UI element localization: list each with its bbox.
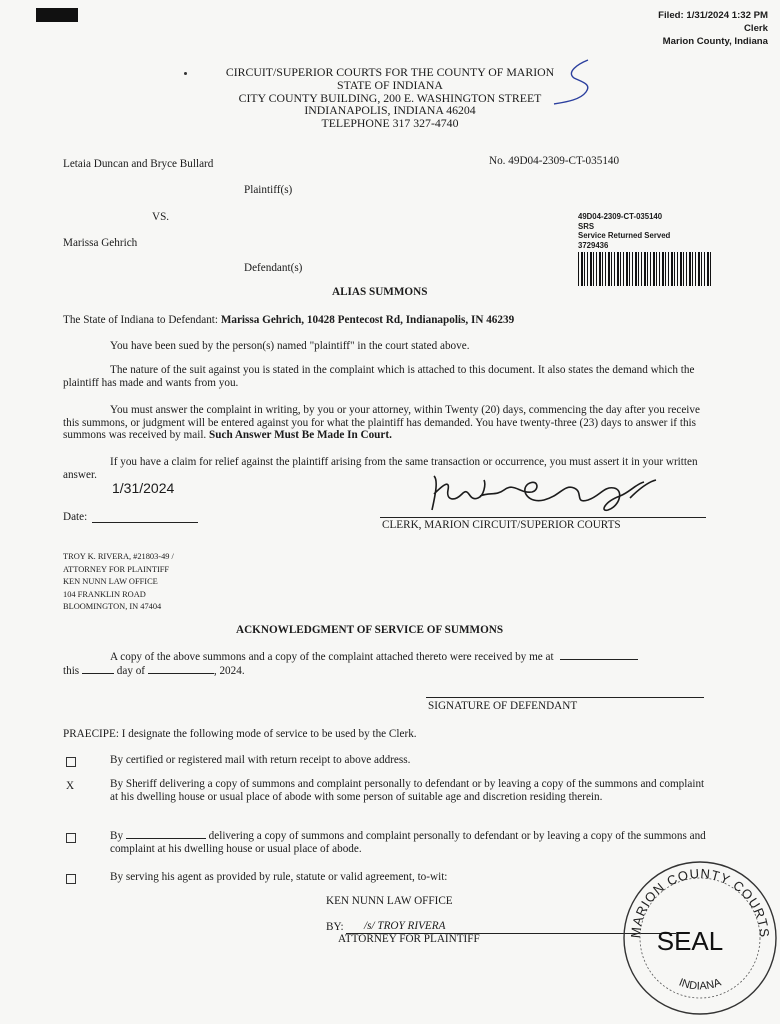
court-seal xyxy=(620,858,780,1018)
praecipe-intro: PRAECIPE: I designate the following mode of service to be used by the Clerk. xyxy=(63,728,417,740)
barcode-label xyxy=(578,212,716,286)
summons-title: ALIAS SUMMONS xyxy=(332,286,428,298)
acknowledgment-date-line xyxy=(63,665,245,677)
service-option-by: By xyxy=(110,830,124,842)
praecipe-by-label: BY: xyxy=(326,921,344,933)
service-option-checkbox xyxy=(66,833,76,843)
filed-stamp-line: Marion County, Indiana xyxy=(662,36,768,47)
summons-to-defendant xyxy=(63,314,514,326)
service-option-checkbox xyxy=(66,757,76,767)
case-number: No. 49D04-2309-CT-035140 xyxy=(489,155,620,167)
ack-month-blank xyxy=(148,673,214,674)
barcode-case-number: 49D04-2309-CT-035140 xyxy=(578,212,663,221)
court-phone: TELEPHONE 317 327-4740 xyxy=(321,116,459,131)
acknowledgment-place-blank xyxy=(560,659,638,660)
svg-text:INDIANA xyxy=(677,976,723,992)
service-option-checkbox xyxy=(66,874,76,884)
handwritten-mark-icon xyxy=(548,56,604,108)
service-option-text: delivering a copy of summons and complaint personally to defendant or by leaving a copy of the summons and complaint at his dwelling house or usual place of abode. xyxy=(110,830,706,855)
dot-mark xyxy=(184,72,187,75)
attorney-block xyxy=(63,551,174,614)
summons-paragraph xyxy=(63,364,703,389)
praecipe-by-signature: /s/ TROY RIVERA xyxy=(364,920,446,932)
filed-stamp xyxy=(608,9,768,48)
to-defendant-name: Marissa Gehrich, 10428 Pentecost Rd, Indianapolis, IN 46239 xyxy=(220,314,515,326)
summons-paragraph-text: You must answer the complaint in writing, by you or your attorney, within Twenty (20) days, commencing the day after you receive this summons, or judgment will be entered against you for what the plaintiff has demanded. You have twenty-three (23) days to answer if this summons was received by mail. xyxy=(63,404,700,441)
barcode-code: SRS xyxy=(578,221,595,231)
filed-stamp-line: Filed: 1/31/2024 1:32 PM xyxy=(658,10,768,21)
summons-paragraph-text: If you have a claim for relief against the plaintiff arising from the same transaction or occurrence, you must assert it in your written answer. xyxy=(63,456,698,481)
summons-paragraph xyxy=(63,404,709,442)
service-option-text: By certified or registered mail with return receipt to above address. xyxy=(110,754,411,766)
date-line xyxy=(92,522,198,523)
service-option xyxy=(110,830,710,855)
defendant-name: Marissa Gehrich xyxy=(63,237,138,249)
summons-paragraph: You have been sued by the person(s) named "plaintiff" in the court stated above. xyxy=(110,340,470,352)
barcode-id: 3729436 xyxy=(578,240,609,250)
ack-day-blank xyxy=(82,673,114,674)
plaintiff-names: Letaia Duncan and Bryce Bullard xyxy=(63,158,214,170)
service-option-text: By Sheriff delivering a copy of summons and complaint personally to defendant or by leaving a copy of the summons and complaint at his dwelling house or usual place of abode with some person of suitable age and discretion residing therein. xyxy=(110,778,705,803)
seal-center-text: SEAL xyxy=(656,926,724,956)
summons-paragraph-bold: Such Answer Must Be Made In Court. xyxy=(209,429,392,441)
attorney-name: TROY K. RIVERA, #21803-49 / xyxy=(63,552,174,561)
ack-this-label: this xyxy=(63,665,80,677)
acknowledgment-line xyxy=(110,651,638,663)
court-state: STATE OF INDIANA xyxy=(337,77,443,92)
attorney-role: ATTORNEY FOR PLAINTIFF xyxy=(63,564,170,574)
date-label: Date: xyxy=(63,511,88,523)
summons-paragraph-text: The nature of the suit against you is stated in the complaint which is attached to this document. It also states the demand which the plaintiff has made and wants from you. xyxy=(63,364,695,389)
defendant-label: Defendant(s) xyxy=(244,262,303,274)
attorney-firm: KEN NUNN LAW OFFICE xyxy=(63,577,158,587)
barcode-status: Service Returned Served xyxy=(578,231,671,241)
service-option-mark: X xyxy=(66,780,75,792)
acknowledgment-title: ACKNOWLEDGMENT OF SERVICE OF SUMMONS xyxy=(236,624,504,636)
praecipe-firm: KEN NUNN LAW OFFICE xyxy=(326,895,453,907)
filed-stamp-line: Clerk xyxy=(744,23,768,34)
clerk-signature-line xyxy=(380,517,706,518)
versus-label: VS. xyxy=(152,211,170,223)
clerk-signature xyxy=(424,470,664,522)
redaction-box xyxy=(36,8,78,22)
court-address: CITY COUNTY BUILDING, 200 E. WASHINGTON STREET xyxy=(238,90,542,105)
acknowledgment-text: A copy of the above summons and a copy of the complaint attached thereto were received by me at xyxy=(110,651,554,663)
plaintiff-label: Plaintiff(s) xyxy=(244,184,293,196)
barcode-image xyxy=(578,252,712,286)
service-option-blank xyxy=(126,838,206,839)
attorney-city: BLOOMINGTON, IN 47404 xyxy=(63,602,162,612)
court-city: INDIANAPOLIS, INDIANA 46204 xyxy=(304,103,476,118)
seal-top-text: MARION COUNTY COURTS xyxy=(627,865,773,939)
defendant-signature-label: SIGNATURE OF DEFENDANT xyxy=(428,700,578,712)
date-value: 1/31/2024 xyxy=(112,480,175,496)
praecipe-attorney-label: ATTORNEY FOR PLAINTIFF xyxy=(338,933,480,945)
to-defendant-prefix: The State of Indiana to Defendant: xyxy=(63,314,221,326)
ack-day-of-label: day of xyxy=(116,665,146,677)
attorney-street: 104 FRANKLIN ROAD xyxy=(63,589,146,599)
clerk-label: CLERK, MARION CIRCUIT/SUPERIOR COURTS xyxy=(382,519,621,531)
seal-bottom-text: INDIANA xyxy=(677,976,723,993)
ack-year-label: , 2024. xyxy=(213,665,245,677)
court-name: CIRCUIT/SUPERIOR COURTS FOR THE COUNTY OF MARION xyxy=(225,65,555,79)
service-option-text: By serving his agent as provided by rule, statute or valid agreement, to-wit: xyxy=(110,871,448,883)
defendant-signature-line xyxy=(426,697,704,698)
